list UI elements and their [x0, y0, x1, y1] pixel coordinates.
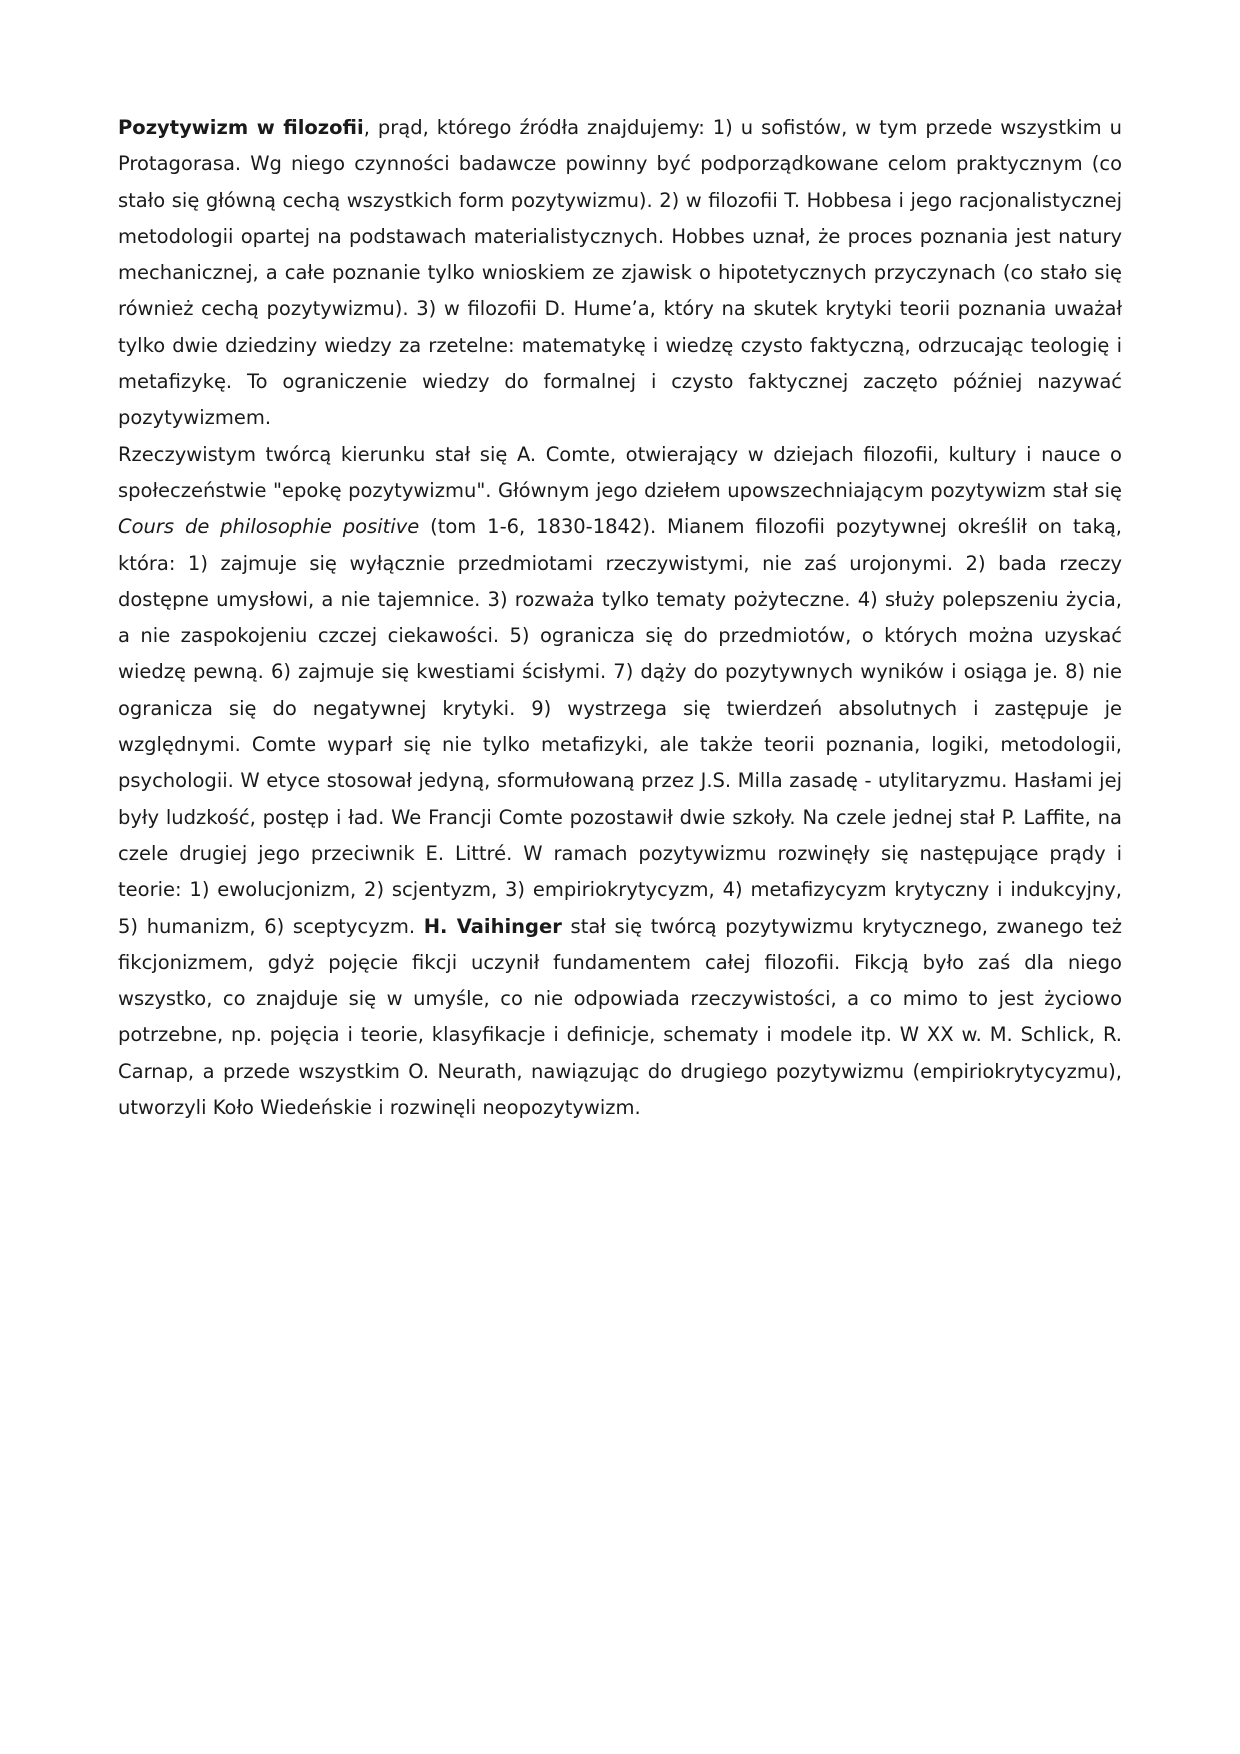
term-heading: Pozytywizm w filozofii: [118, 116, 364, 139]
paragraph-comte: [118, 437, 1122, 1127]
person-name: H. Vaihinger: [423, 914, 562, 938]
paragraph-text: , prąd, którego źródła znajdujemy: 1) u sofistów, w tym przede wszystkim u Protagorasa. Wg niego czynności badawcze powinny być podporządkowane celom praktycznym (co stało się główną cechą wszystkich form pozytywizmu). 2) w filozofii T. Hobbesa i jego racjonalistycznej metodologii opartej na podstawach materialistycznych. Hobbes uznał, że proces poznania jest natury mechanicznej, a całe poznanie tylko wnioskiem ze zjawisk o hipotetycznych przyczynach (co stało się również cechą pozytywizmu). 3) w filozofii D. Hume’a, który na skutek krytyki teorii poznania uważał tylko dwie dziedziny wiedzy za rzetelne: matematykę i wiedzę czysto faktyczną, odrzucając teologię i metafizykę. To ograniczenie wiedzy do formalnej i czysto faktycznej zaczęto później nazywać pozytywizmem.: [118, 116, 1122, 430]
paragraph-text: (tom 1-6, 1830-1842). Mianem filozofii pozytywnej określił on taką, która: 1) zajmuje się wyłącznie przedmiotami rzeczywistymi, nie zaś urojonymi. 2) bada rzeczy dostępne umysłowi, a nie tajemnice. 3) rozważa tylko tematy pożyteczne. 4) służy polepszeniu życia, a nie zaspokojeniu czczej ciekawości. 5) ogranicza się do przedmiotów, o których można uzyskać wiedzę pewną. 6) zajmuje się kwestiami ścisłymi. 7) dąży do pozytywnych wyników i osiąga je. 8) nie ogranicza się do negatywnej krytyki. 9) wystrzega się twierdzeń absolutnych i zastępuje je względnymi. Comte wyparł się nie tylko metafizyki, ale także teorii poznania, logiki, metodologii, psychologii. W etyce stosował jedyną, sformułowaną przez J.S. Milla zasadę - utylitaryzmu. Hasłami jej były ludzkość, postęp i ład. We Francji Comte pozostawił dwie szkoły. Na czele jednej stał P. Laffite, na czele drugiej jego przeciwnik E. Littré. W ramach pozytywizmu rozwinęły się następujące prądy i teorie: 1) ewolucjonizm, 2) scjentyzm, 3) empiriokrytycyzm, 4) metafizycyzm krytyczny i indukcyjny, 5) humanizm, 6) sceptycyzm.: [118, 515, 1122, 938]
paragraph-positivism-origins: [118, 110, 1122, 437]
document-body: [118, 110, 1122, 1126]
paragraph-text: stał się twórcą pozytywizmu krytycznego, zwanego też fikcjonizmem, gdyż pojęcie fikcji uczynił fundamentem całej filozofii. Fikcją było zaś dla niego wszystko, co znajduje się w umyśle, co nie odpowiada rzeczywistości, a co mimo to jest życiowo potrzebne, np. pojęcia i teorie, klasyfikacje i definicje, schematy i modele itp. W XX w. M. Schlick, R. Carnap, a przede wszystkim O. Neurath, nawiązując do drugiego pozytywizmu (empiriokrytycyzmu), utworzyli Koło Wiedeńskie i rozwinęli neopozytywizm.: [118, 914, 1122, 1120]
paragraph-text: Rzeczywistym twórcą kierunku stał się A. Comte, otwierający w dziejach filozofii, kultury i nauce o społeczeństwie "epokę pozytywizmu". Głównym jego dziełem upowszechniającym pozytywizm stał się: [118, 442, 1122, 502]
book-title: Cours de philosophie positive: [118, 515, 420, 539]
